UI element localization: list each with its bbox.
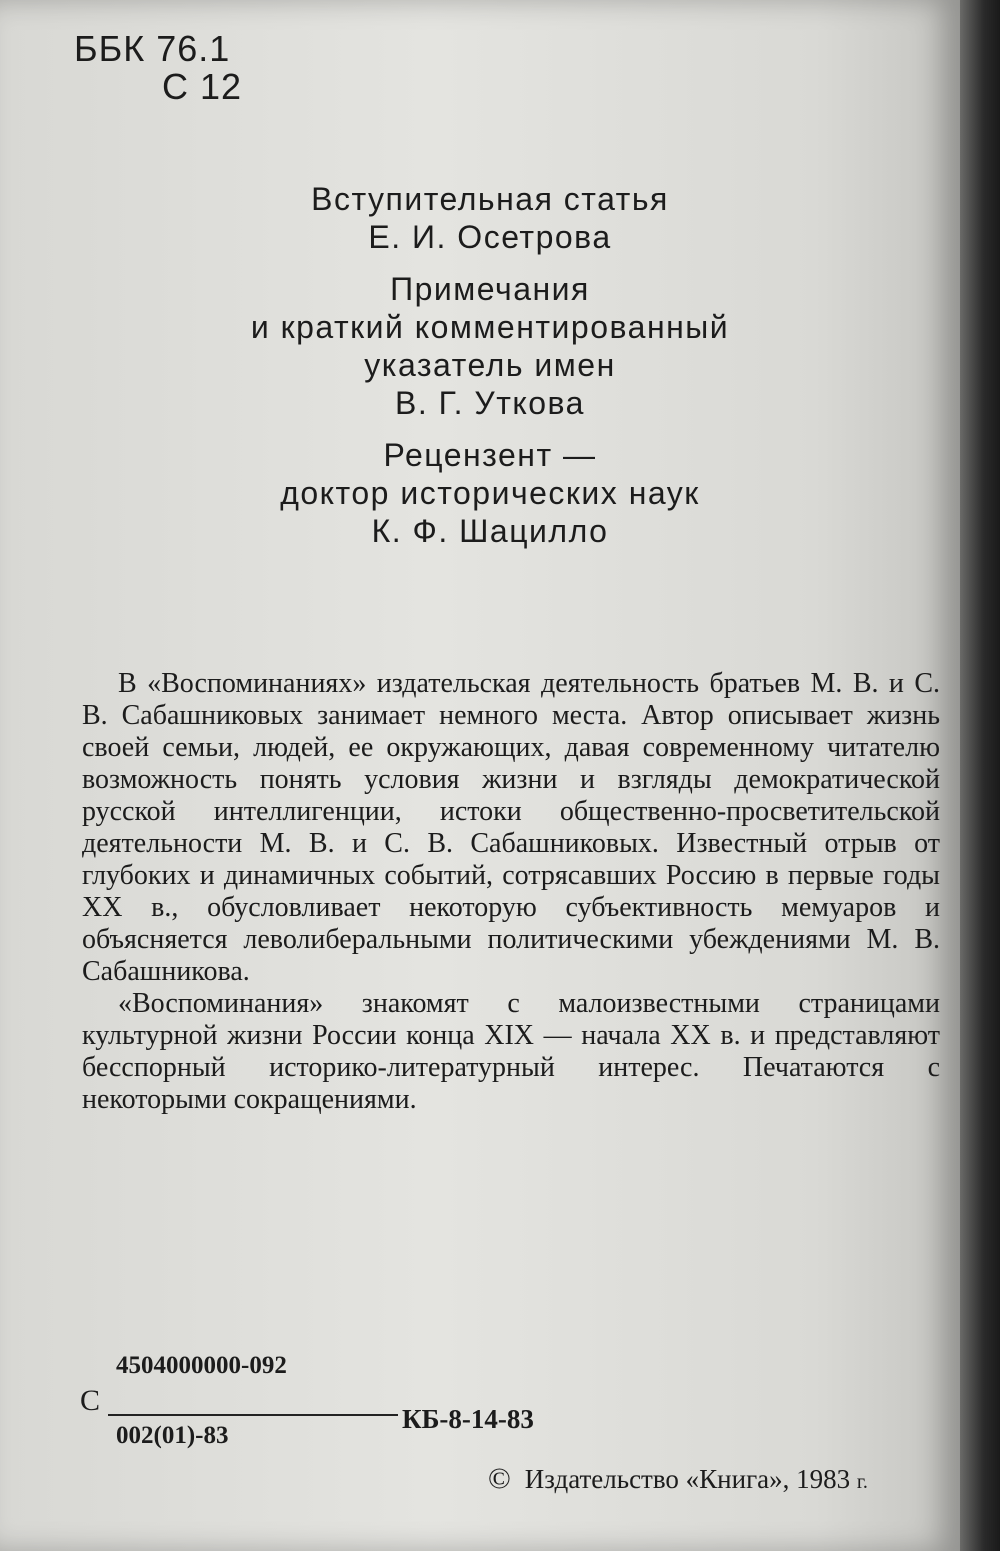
- book-spine-edge: [960, 0, 1000, 1551]
- kb-code: КБ-8-14-83: [402, 1404, 534, 1434]
- notes-role-line-2: и краткий комментированный: [250, 309, 730, 345]
- author-mark: С 12: [162, 66, 243, 107]
- year-suffix: г.: [856, 1471, 868, 1493]
- reviewer-credit: [200, 436, 780, 550]
- code-denominator: 002(01)-83: [116, 1422, 229, 1449]
- intro-author: Е. И. Осетрова: [368, 219, 612, 255]
- code-letter: С: [80, 1384, 101, 1417]
- credits-block: [200, 180, 780, 564]
- reviewer-degree: доктор исторических наук: [280, 475, 700, 511]
- publisher-name: Издательство «Книга»,: [524, 1464, 790, 1494]
- reviewer-name: К. Ф. Шацилло: [371, 513, 609, 549]
- bbk-classification: [74, 30, 242, 106]
- fraction-rule: [108, 1414, 398, 1416]
- annotation-paragraph: «Воспоминания» знакомят с малоизвестными страницами культурной жизни России конца XIX — начала XX в. и представляют бесспорный историко-литературный интерес. Печатаются с некоторыми сокращениями.: [82, 988, 940, 1115]
- copyright-icon: ©: [488, 1462, 511, 1495]
- code-numerator: 4504000000-092: [116, 1352, 287, 1379]
- reviewer-role: Рецензент —: [383, 437, 597, 473]
- notes-credit: [200, 270, 780, 422]
- bbk-code: ББК 76.1: [74, 28, 231, 69]
- notes-role-line-3: указатель имен: [364, 347, 616, 383]
- intro-credit: [200, 180, 780, 256]
- copyright-year: 1983: [796, 1464, 851, 1494]
- notes-role-line-1: Примечания: [390, 271, 590, 307]
- annotation-paragraph: В «Воспоминаниях» издательская деятельность братьев М. В. и С. В. Сабашниковых занимает немного места. Автор описывает жизнь своей семьи, людей, ее окружающих, давая современному читателю возможность понять условия жизни и взгляды демократической русской интеллигенции, истоки общественно-просветительской деятельности М. В. и С. В. Сабашниковых. Известный отрыв от глубоких и динамичных событий, сотрясавших Россию в первые годы XX в., обусловливает некоторую субъективность мемуаров и объясняется леволиберальными политическими убеждениями М. В. Сабашникова.: [82, 668, 940, 987]
- notes-author: В. Г. Уткова: [395, 385, 585, 421]
- annotation: [82, 668, 940, 1116]
- copyright-line: [488, 1462, 868, 1496]
- intro-role: Вступительная статья: [311, 181, 669, 217]
